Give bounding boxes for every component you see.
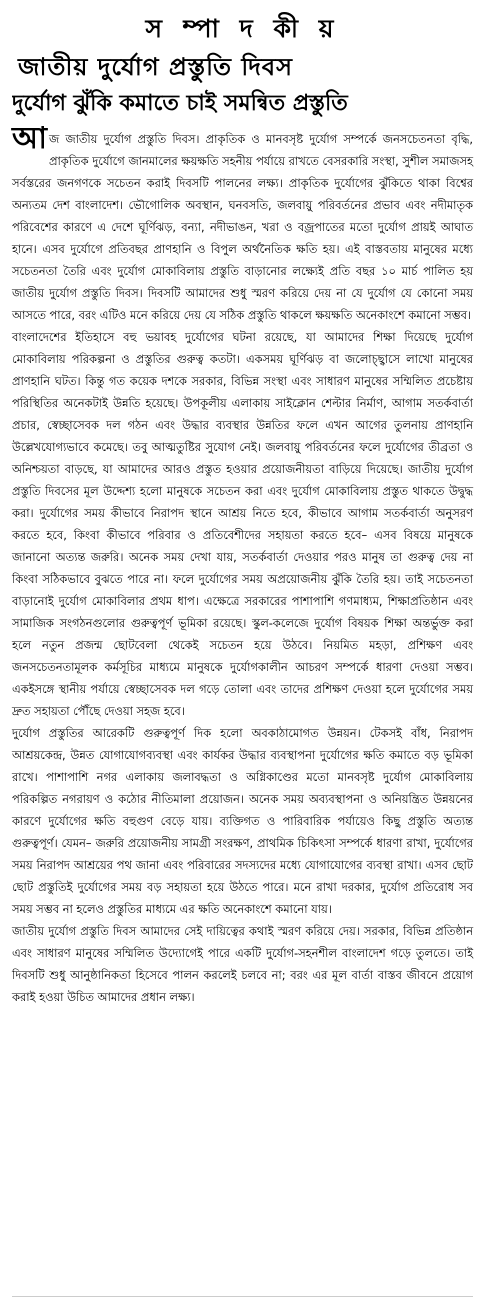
drop-cap: আ	[12, 121, 47, 156]
headline-subtitle: দুর্যোগ ঝুঁকি কমাতে চাই সমন্বিত প্রস্তুতি	[12, 91, 348, 116]
article-paragraph-4: জাতীয় দুর্যোগ প্রস্তুতি দিবস আমাদের সেই দায়িত্বের কথাই স্মরণ করিয়ে দেয়। সরকার, বিভিন্ন প্রতিষ্ঠান এবং সাধারণ মানুষের সম্মিলিত উদ্যোগেই পারে একটি দুর্যোগ-সহনশীল বাংলাদেশ গড়ে তুলতে। তাই দিবসটি শুধু আনুষ্ঠানিকতা হিসেবে পালন করলেই চলবে না; বরং এর মূল বার্তা বাস্তব জীবনে প্রয়োগ করাই হওয়া উচিত আমাদের প্রধান লক্ষ্য।	[12, 924, 473, 1004]
bottom-divider	[12, 1296, 473, 1297]
article-paragraph-1	[12, 121, 473, 326]
section-label-editorial: স ম্পা দ কী য়	[145, 14, 340, 43]
editorial-article	[12, 121, 473, 1008]
article-paragraph-3: দুর্যোগ প্রস্তুতির আরেকটি গুরুত্বপূর্ণ দিক হলো অবকাঠামোগত উন্নয়ন। টেকসই বাঁধ, নিরাপদ আশ্রয়কেন্দ্র, উন্নত যোগাযোগব্যবস্থা এবং কার্যকর উদ্ধার ব্যবস্থাপনা দুর্যোগের ক্ষতি কমাতে বড় ভূমিকা রাখে। পাশাপাশি নগর এলাকায় জলাবদ্ধতা ও অগ্নিকাণ্ডের মতো মানবসৃষ্ট দুর্যোগ মোকাবিলায় পরিকল্পিত নগরায়ণ ও কঠোর নীতিমালা প্রয়োজন। অনেক সময় অব্যবস্থাপনা ও অনিয়ন্ত্রিত উন্নয়নের কারণে দুর্যোগের ক্ষতি বহুগুণ বেড়ে যায়। ব্যক্তিগত ও পারিবারিক পর্যায়েও কিছু প্রস্তুতি অত্যন্ত গুরুত্বপূর্ণ। যেমন– জরুরি প্রয়োজনীয় সামগ্রী সংরক্ষণ, প্রাথমিক চিকিৎসা সম্পর্কে ধারণা রাখা, দুর্যোগের সময় নিরাপদ আশ্রয়ের পথ জানা এবং পরিবারের সদস্যদের মধ্যে যোগাযোগের ব্যবস্থা রাখা। এসব ছোট ছোট প্রস্তুতিই দুর্যোগের সময় বড় সহায়তা হয়ে উঠতে পারে। মনে রাখা দরকার, দুর্যোগ প্রতিরোধ সব সময় সম্ভব না হলেও প্রস্তুতির মাধ্যমে এর ক্ষতি অনেকাংশে কমানো যায়।	[12, 726, 473, 916]
article-paragraph-2: বাংলাদেশের ইতিহাসে বহু ভয়াবহ দুর্যোগের ঘটনা রয়েছে, যা আমাদের শিক্ষা দিয়েছে দুর্যোগ মোকাবিলায় পরিকল্পনা ও প্রস্তুতির গুরুত্ব কতটা। একসময় ঘূর্ণিঝড় বা জলোচ্ছ্বাসে লাখো মানুষের প্রাণহানি ঘটত। কিন্তু গত কয়েক দশকে সরকার, বিভিন্ন সংস্থা এবং সাধারণ মানুষের সম্মিলিত প্রচেষ্টায় পরিস্থিতির অনেকটাই উন্নতি হয়েছে। উপকূলীয় এলাকায় সাইক্লোন শেল্টার নির্মাণ, আগাম সতর্কবার্তা প্রচার, স্বেচ্ছাসেবক দল গঠন এবং উদ্ধার ব্যবস্থার উন্নতির ফলে এখন আগের তুলনায় প্রাণহানি উল্লেখযোগ্যভাবে কমেছে। তবু আত্মতুষ্টির সুযোগ নেই। জলবায়ু পরিবর্তনের ফলে দুর্যোগের তীব্রতা ও অনিশ্চয়তা বাড়ছে, যা আমাদের আরও প্রস্তুত হওয়ার প্রয়োজনীয়তা বাড়িয়ে দিয়েছে। জাতীয় দুর্যোগ প্রস্তুতি দিবসের মূল উদ্দেশ্য হলো মানুষকে সচেতন করা এবং দুর্যোগ মোকাবিলায় প্রস্তুত থাকতে উদ্বুদ্ধ করা। দুর্যোগের সময় কীভাবে নিরাপদ স্থানে আশ্রয় নিতে হবে, কীভাবে আগাম সতর্কবার্তা অনুসরণ করতে হবে, কিংবা কীভাবে পরিবার ও প্রতিবেশীদের সহায়তা করতে হবে– এসব বিষয়ে মানুষকে জানানো অত্যন্ত জরুরি। অনেক সময় দেখা যায়, সতর্কবার্তা দেওয়ার পরও মানুষ তা গুরুত্ব দেয় না কিংবা সঠিকভাবে বুঝতে পারে না। ফলে দুর্যোগের সময় অপ্রয়োজনীয় ঝুঁকি তৈরি হয়। তাই সচেতনতা বাড়ানোই দুর্যোগ মোকাবিলার প্রথম ধাপ। এক্ষেত্রে সরকারের পাশাপাশি গণমাধ্যম, শিক্ষাপ্রতিষ্ঠান এবং সামাজিক সংগঠনগুলোর গুরুত্বপূর্ণ ভূমিকা রয়েছে। স্কুল-কলেজে দুর্যোগ বিষয়ক শিক্ষা অন্তর্ভুক্ত করা হলে নতুন প্রজন্ম ছোটবেলা থেকেই সচেতন হয়ে উঠবে। নিয়মিত মহড়া, প্রশিক্ষণ এবং জনসচেতনতামূলক কর্মসূচির মাধ্যমে মানুষকে দুর্যোগকালীন আচরণ সম্পর্কে ধারণা দেওয়া সম্ভব। একইসঙ্গে স্থানীয় পর্যায়ে স্বেচ্ছাসেবক দল গড়ে তোলা এবং তাদের প্রশিক্ষণ দেওয়া হলে দুর্যোগের সময় দ্রুত সহায়তা পৌঁছে দেওয়া সহজ হবে।	[12, 330, 473, 718]
headline-title: জাতীয় দুর্যোগ প্রস্তুতি দিবস	[18, 53, 294, 81]
paragraph-text: জ জাতীয় দুর্যোগ প্রস্তুতি দিবস। প্রাকৃতিক ও মানবসৃষ্ট দুর্যোগ সম্পর্কে জনসচেতনতা বৃদ্ধি, প্রাকৃতিক দুর্যোগে জানমালের ক্ষয়ক্ষতি সহনীয় পর্যায়ে রাখতে বেসরকারি সংস্থা, সুশীল সমাজসহ সর্বস্তরের জনগণকে সচেতন করাই দিবসটি পালনের লক্ষ্য। প্রাকৃতিক দুর্যোগের ঝুঁকিতে থাকা বিশ্বের অন্যতম দেশ বাংলাদেশ। ভৌগোলিক অবস্থান, ঘনবসতি, জলবায়ু পরিবর্তনের প্রভাব এবং নদীমাতৃক পরিবেশের কারণে এ দেশে ঘূর্ণিঝড়, বন্যা, নদীভাঙন, খরা ও বজ্রপাতের মতো দুর্যোগ প্রায়ই আঘাত হানে। এসব দুর্যোগে প্রতিবছর প্রাণহানি ও বিপুল অর্থনৈতিক ক্ষতি হয়। এই বাস্তবতায় মানুষের মধ্যে সচেতনতা তৈরি এবং দুর্যোগ মোকাবিলায় প্রস্তুতি বাড়ানোর লক্ষ্যেই প্রতি বছর ১০ মার্চ পালিত হয় জাতীয় দুর্যোগ প্রস্তুতি দিবস। দিবসটি আমাদের শুধু স্মরণ করিয়ে দেয় না যে দুর্যোগ যে কোনো সময় আসতে পারে, বরং এটিও মনে করিয়ে দেয় যে সঠিক প্রস্তুতি থাকলে ক্ষয়ক্ষতি অনেকাংশে কমানো সম্ভব।	[12, 132, 473, 322]
